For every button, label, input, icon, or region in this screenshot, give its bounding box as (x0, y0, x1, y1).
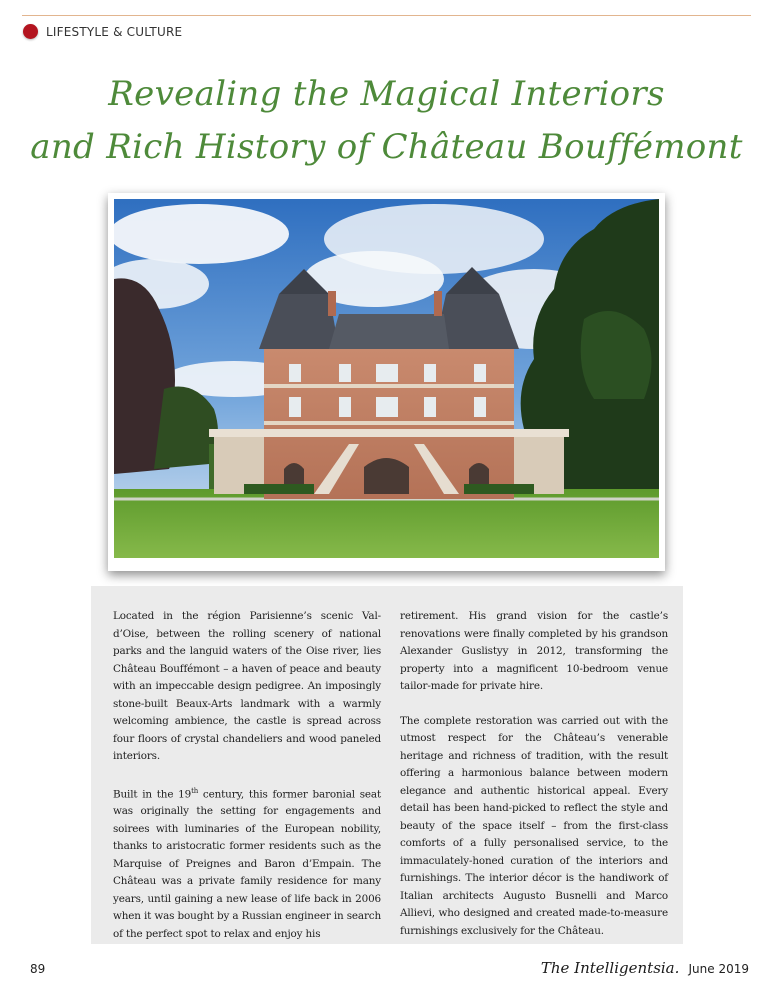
article-text-box (91, 586, 683, 944)
paragraph-text: Built in the 19 (113, 787, 192, 800)
section-bullet-icon (23, 24, 38, 39)
page-number: 89 (30, 962, 46, 976)
issue-date: June 2019 (688, 962, 749, 976)
paragraph-text: century, this former baronial seat was originally the setting for engagements and soirees with luminaries of the European nobility, thanks to aristocratic former residents such as the Marquise of Preignes and Baron d’Empain. The Château was a private family residence for many years, until gaining a new lease of life back in 2006 when it was bought by a Russian engineer in search of the perfect spot to relax and enjoy his (113, 787, 381, 940)
paragraph: retirement. His grand vision for the castle’s renovations were finally completed by his grandson Alexander Guslistyy in 2012, transforming the property into a magnificent 10-bedroom venue tailor-made for private hire. (400, 610, 668, 692)
chateau-illustration (114, 199, 659, 558)
footer-brand (541, 958, 749, 977)
chateau-photo (108, 193, 665, 571)
paragraph: Located in the région Parisienne’s scenic Val-d’Oise, between the rolling scenery of national parks and the languid waters of the Oise river, lies Château Bouffémont – a haven of peace and beauty with an impeccable design pedigree. An imposingly stone-built Beaux-Arts landmark with a warmly welcoming ambience, the castle is spread across four floors of crystal chandeliers and wood paneled interiors. (113, 610, 381, 762)
superscript: th (191, 786, 199, 795)
section-tag (23, 24, 182, 39)
article-headline (30, 68, 743, 173)
publication-name: The Intelligentsia. (540, 959, 680, 977)
headline-line-1: Revealing the Magical Interiors (108, 74, 665, 114)
section-label: LIFESTYLE & CULTURE (46, 24, 183, 39)
paragraph: The complete restoration was carried out with the utmost respect for the Château’s venerable heritage and richness of tradition, with the result offering a harmonious balance between modern elegance and authentic historical appeal. Every detail has been hand-picked to reflect the style and beauty of the space itself – from the first-class comforts of a fully personalised service, to the immaculately-honed curation of the interiors and furnishings. The interior décor is the handiwork of Italian architects Augusto Busnelli and Marco Allievi, who designed and created made-to-measure furnishings exclusively for the Château. (400, 714, 668, 937)
top-rule (22, 15, 751, 16)
headline-line-2: and Rich History of Château Bouffémont (30, 126, 743, 167)
paragraph (113, 783, 381, 944)
article-column-right (400, 608, 668, 957)
article-column-left (113, 608, 381, 960)
